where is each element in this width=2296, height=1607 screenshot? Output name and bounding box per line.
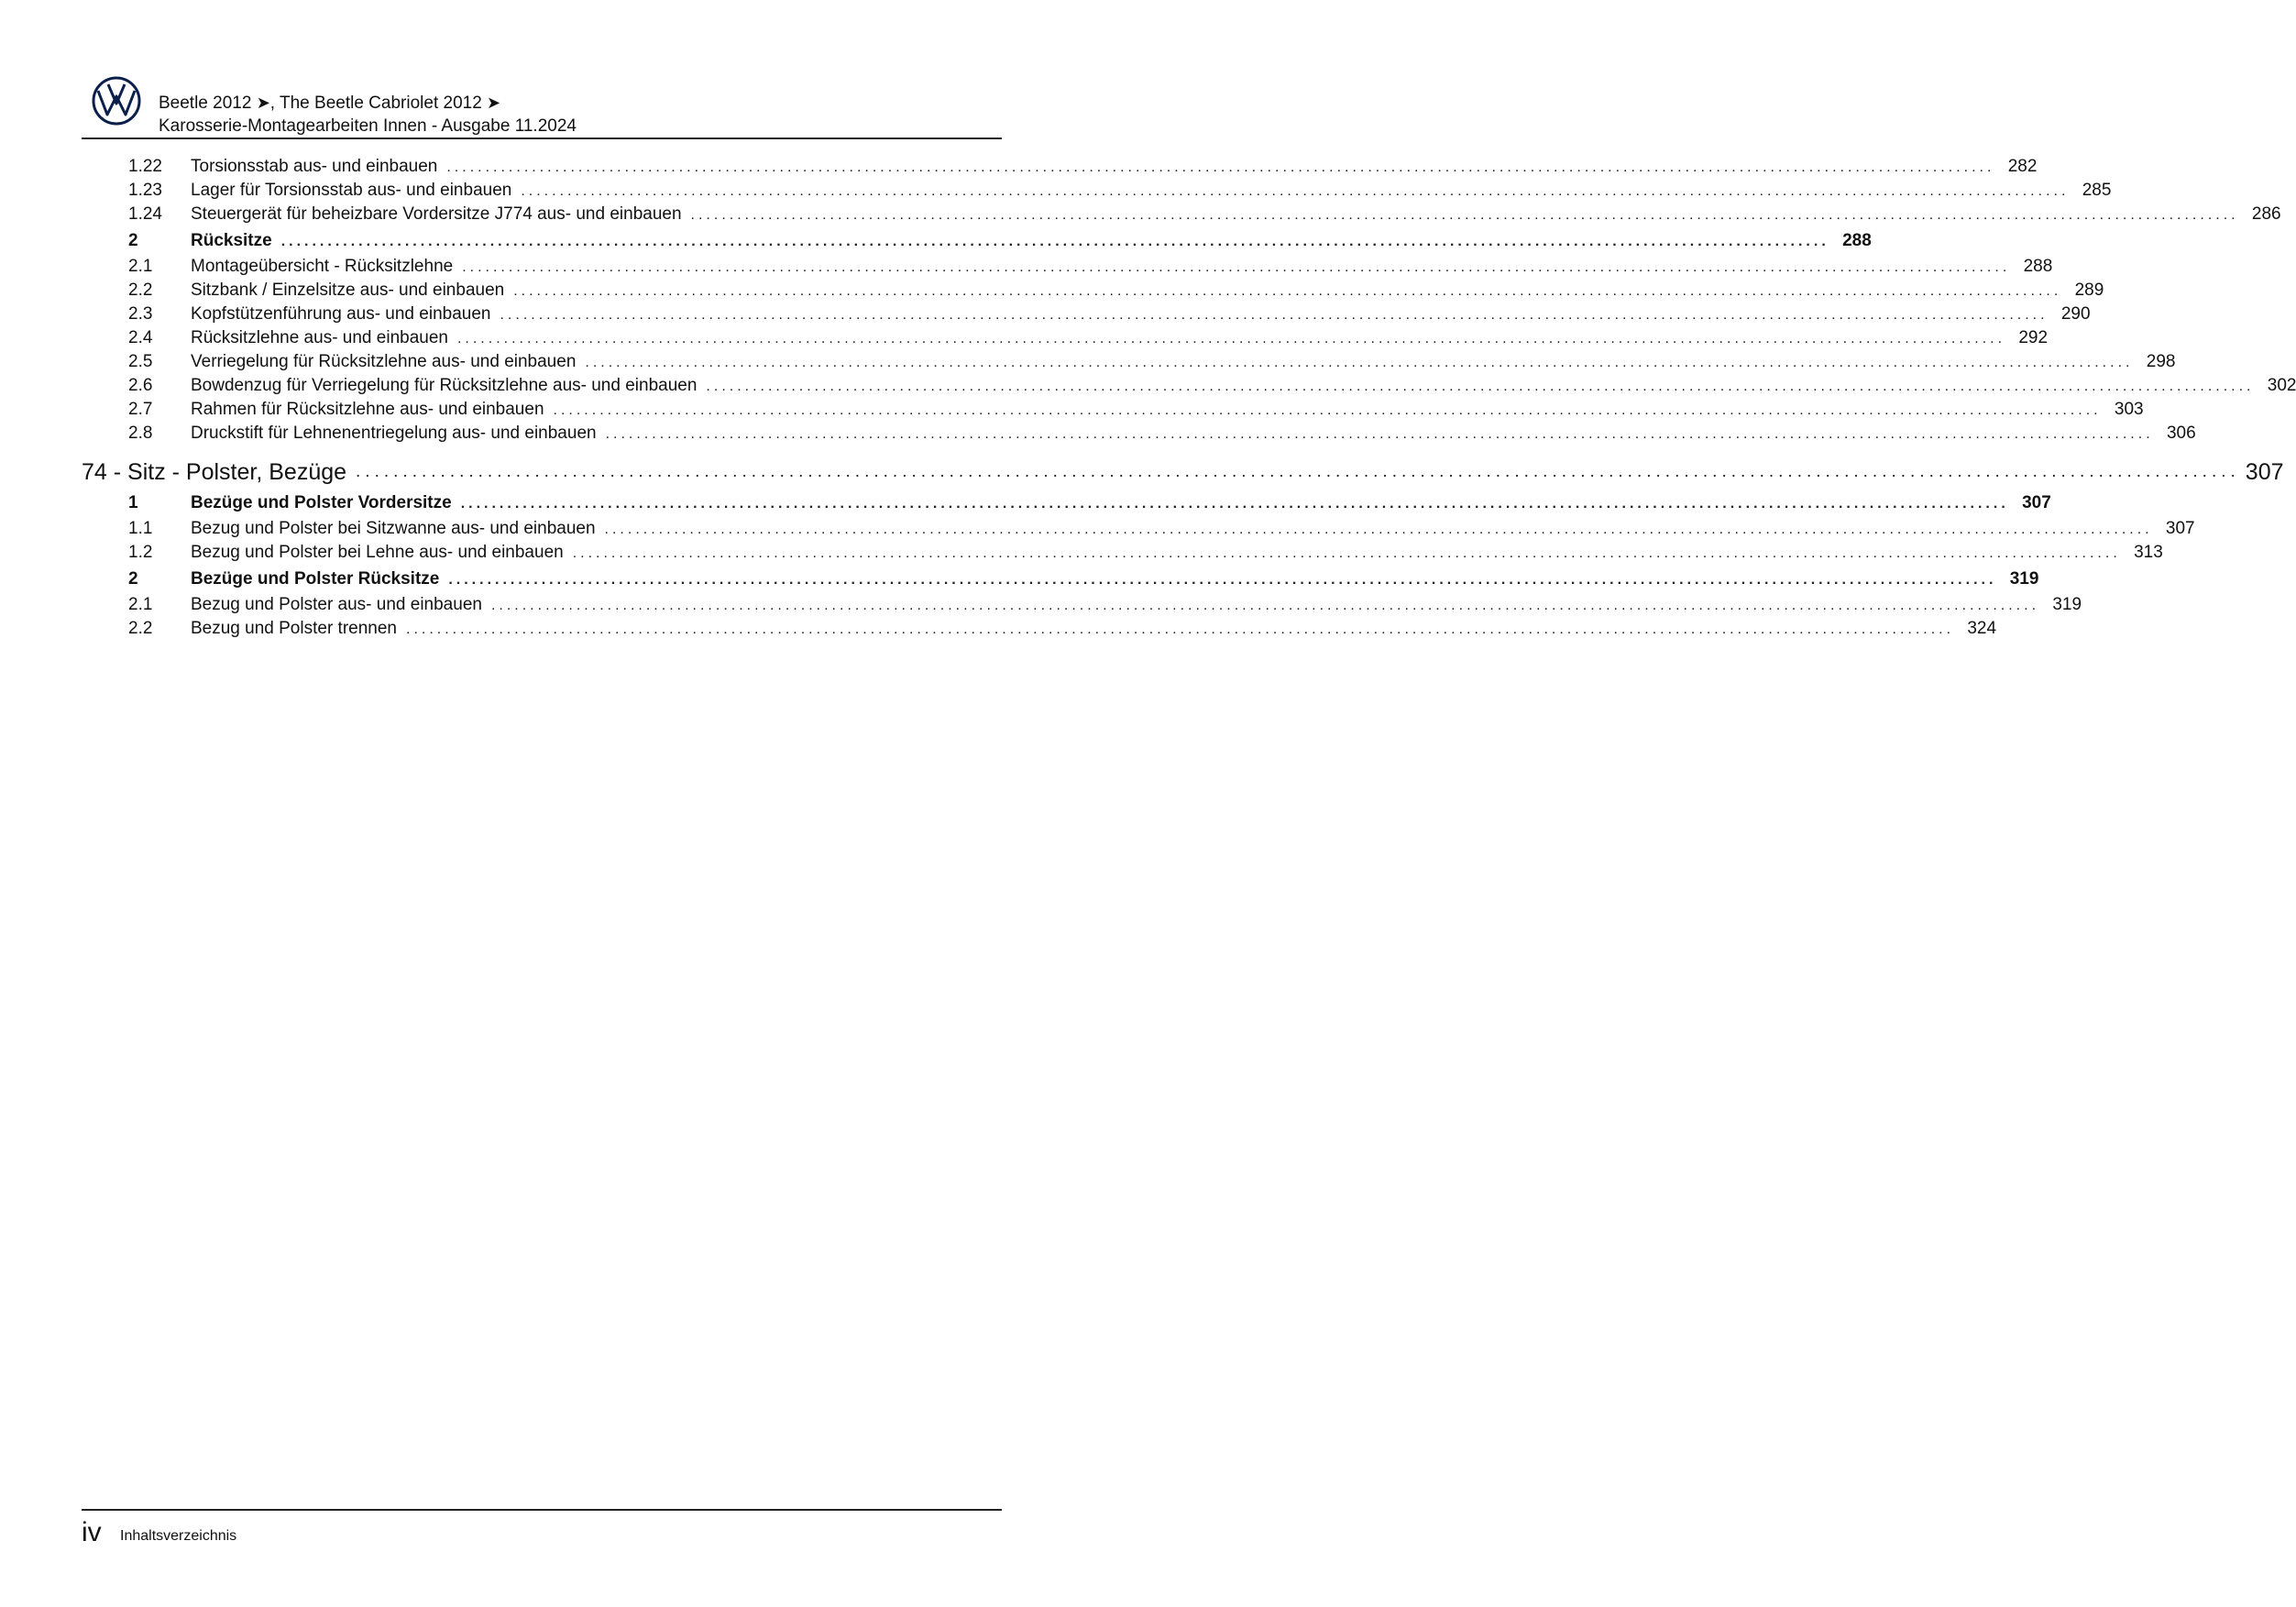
toc-entry[interactable]: 2.2 Sitzbank / Einzelsitze aus- und einbauen ........................................................................................................................................................................................................ 289 [128,281,2104,300]
toc-entry[interactable]: 2.2 Bezug und Polster trennen ........................................................................................................................................................................................................ 324 [128,619,1997,638]
vw-logo [92,76,141,126]
toc-entry[interactable]: 2.6 Bowdenzug für Verriegelung für Rücksitzlehne aus- und einbauen ........................................................................................................................................................................................................ 302 [128,376,2296,395]
leader-dots: ........................................................................................................................................................................................................ [604,522,2153,537]
leader-dots: ........................................................................................................................................................................................................ [605,426,2154,442]
leader-dots: ........................................................................................................................................................................................................ [456,331,2006,347]
leader-dots: ........................................................................................................................................................................................................ [356,462,2240,481]
leader-dots: ........................................................................................................................................................................................................ [490,598,2040,613]
toc-entry[interactable]: 2.1 Bezug und Polster aus- und einbauen ........................................................................................................................................................................................................ 319 [128,595,2082,614]
toc-entry[interactable]: 2.7 Rahmen für Rücksitzlehne aus- und einbauen ........................................................................................................................................................................................................ 303 [128,400,2144,419]
toc-entry[interactable]: 1.2 Bezug und Polster bei Lehne aus- und einbauen ........................................................................................................................................................................................................ 313 [128,543,2163,562]
toc-entry[interactable]: 1.23 Lager für Torsionsstab aus- und einbauen ........................................................................................................................................................................................................ 285 [128,181,2112,200]
table-of-contents [82,157,2296,643]
toc-entry[interactable]: 1.1 Bezug und Polster bei Sitzwanne aus- und einbauen ........................................................................................................................................................................................................ 307 [128,519,2195,538]
leader-dots: ........................................................................................................................................................................................................ [690,207,2239,223]
leader-dots: ........................................................................................................................................................................................................ [280,234,1829,249]
leader-dots: ........................................................................................................................................................................................................ [406,622,1955,637]
leader-dots: ........................................................................................................................................................................................................ [553,402,2102,418]
leader-dots: ........................................................................................................................................................................................................ [521,183,2070,199]
header-model: Beetle 2012 [159,94,252,113]
leader-dots: ........................................................................................................................................................................................................ [500,307,2049,323]
toc-entry[interactable]: 2.1 Montageübersicht - Rücksitzlehne ........................................................................................................................................................................................................ 288 [128,257,2053,276]
leader-dots: ........................................................................................................................................................................................................ [448,572,1997,588]
toc-entry[interactable]: 2.4 Rücksitzlehne aus- und einbauen ........................................................................................................................................................................................................ 292 [128,328,2049,347]
header-subtitle: Karosserie-Montagearbeiten Innen - Ausgabe 11.2024 [159,116,577,136]
toc-section[interactable]: 2 Rücksitze ........................................................................................................................................................................................................ 288 [128,231,1872,250]
toc-section[interactable]: 1 Bezüge und Polster Vordersitze ........................................................................................................................................................................................................ 307 [128,493,2051,512]
leader-dots: ........................................................................................................................................................................................................ [572,545,2121,561]
leader-dots: ........................................................................................................................................................................................................ [460,496,2009,512]
header-divider [82,138,1002,139]
toc-entry[interactable]: 1.22 Torsionsstab aus- und einbauen ........................................................................................................................................................................................................ 282 [128,157,2038,176]
leader-dots: ........................................................................................................................................................................................................ [706,379,2255,394]
toc-section[interactable]: 2 Bezüge und Polster Rücksitze ........................................................................................................................................................................................................ 319 [128,569,2039,589]
footer-section-label: Inhaltsverzeichnis [120,1528,237,1544]
toc-chapter[interactable]: 74 - Sitz - Polster, Bezüge ........................................................................................................................................................................................................ 307 [82,458,2284,485]
toc-entry[interactable]: 2.3 Kopfstützenführung aus- und einbauen ........................................................................................................................................................................................................ 290 [128,304,2091,324]
leader-dots: ........................................................................................................................................................................................................ [513,283,2062,299]
leader-dots: ........................................................................................................................................................................................................ [585,355,2134,370]
page-number: iv [82,1517,102,1547]
leader-dots: ........................................................................................................................................................................................................ [446,160,1995,175]
toc-entry[interactable]: 2.5 Verriegelung für Rücksitzlehne aus- und einbauen ........................................................................................................................................................................................................ 298 [128,352,2176,371]
leader-dots: ........................................................................................................................................................................................................ [462,259,2011,275]
toc-entry[interactable]: 2.8 Druckstift für Lehnenentriegelung aus- und einbauen ........................................................................................................................................................................................................ 306 [128,424,2196,443]
footer-divider [82,1509,1002,1511]
header-model-cabrio: , The Beetle Cabriolet 2012 [269,94,482,113]
toc-entry[interactable]: 1.24 Steuergerät für beheizbare Vordersitze J774 aus- und einbauen ........................................................................................................................................................................................................ 286 [128,204,2281,224]
arrow-icon: ➤ [487,94,501,112]
arrow-icon: ➤ [256,94,270,112]
header-title [159,92,500,115]
